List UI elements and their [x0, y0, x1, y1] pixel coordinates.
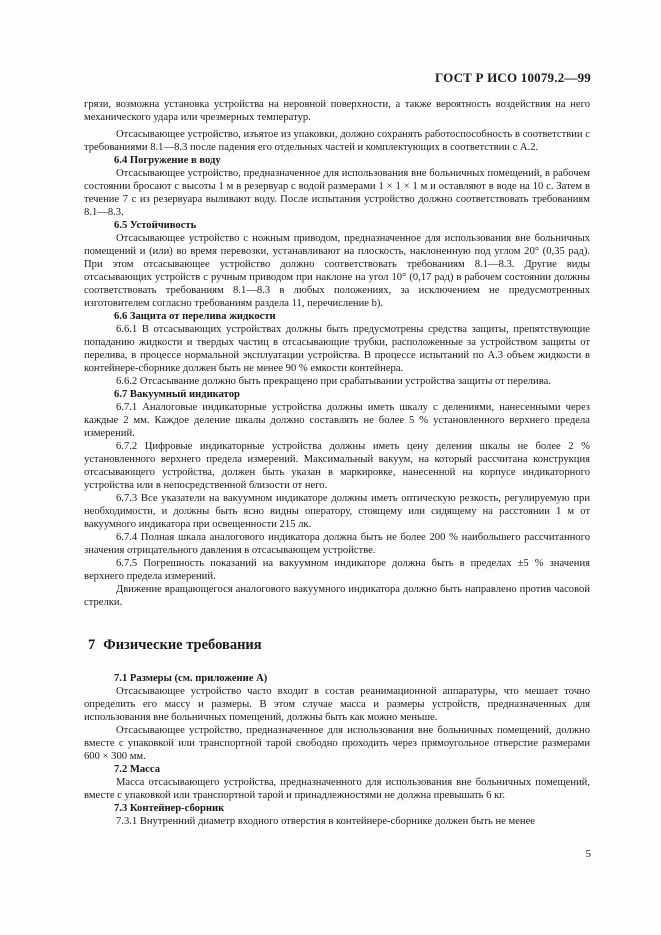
subsection-heading-7-2: 7.2 Масса [114, 764, 161, 775]
paragraph: 6.7.1 Аналоговые индикаторные устройства должны иметь шкалу с делениями, нанесенными через каждые 2 мм. Каждое деление шкалы должно составлять не более 5 % установленного верхнего предела измерений. [84, 402, 590, 439]
paragraph: 6.7.5 Погрешность показаний на вакуумном индикаторе должна быть в пределах ±5 % значения верхнего предела измерений. [84, 558, 590, 582]
paragraph: Отсасывающее устройство, предназначенное для использования вне больничных помещений, должно вместе с упаковкой или транспортной тарой свободно проходить через прямоугольное отверстие размерами 600 × 300 мм. [84, 725, 590, 762]
subsection-heading-7-3: 7.3 Контейнер-сборник [114, 803, 225, 814]
paragraph: 6.7.4 Полная шкала аналогового индикатора должна быть не более 200 % наибольшего рассчитанного значения отрицательного давления в отсасывающем устройстве. [84, 532, 590, 556]
subsection-heading-6-4: 6.4 Погружение в воду [114, 155, 221, 166]
paragraph: Отсасывающее устройство с ножным приводом, предназначенное для использования вне больничных помещений и (или) во время перевозки, устанавливают на плоскость, наклоненную под углом 20° (0,35 рад). При этом отсасывающее устройство должно соответствовать требованиям 8.1—8.3. Другие виды отсасывающих устройств с ручным приводом при наклоне на угол 10° (0,17 рад) в рабочем состоянии должны соответствовать требованиям 8.1—8.3 в любых положениях, за исключением не предусмотренных изготовителем согласно требованиям раздела 11, перечисление b). [84, 233, 590, 309]
subsection-heading-6-7: 6.7 Вакуумный индикатор [114, 389, 240, 400]
subsection-heading-6-5: 6.5 Устойчивость [114, 220, 197, 231]
subsection-heading-6-6: 6.6 Защита от перелива жидкости [114, 311, 276, 322]
page-number: 5 [585, 848, 591, 860]
section-number: 7 [88, 637, 96, 653]
standard-number-header: ГОСТ Р ИСО 10079.2—99 [434, 70, 591, 85]
subsection-heading-7-1: 7.1 Размеры (см. приложение А) [114, 673, 268, 684]
document-body [84, 98, 590, 828]
paragraph: грязи, возможна установка устройства на неровной поверхности, а также вероятность воздействия на него механического удара или чрезмерных температур. [84, 99, 590, 123]
paragraph: Движение вращающегося аналогового вакуумного индикатора должно быть направлено против часовой стрелки. [84, 584, 590, 608]
paragraph: 6.7.2 Цифровые индикаторные устройства должны иметь цену деления шкалы не более 2 % установленного верхнего предела измерений. Максимальный вакуум, на который рассчитана конструкция отсасывающего устройства, должен быть указан в маркировке, нанесенной на корпусе индикаторного устройства или в непосредственной близости от него. [84, 441, 590, 491]
paragraph: Отсасывающее устройство, изъятое из упаковки, должно сохранять работоспособность в соответствии с требованиями 8.1—8.3 после падения его отдельных частей и комплектующих в соответствии с А.2. [84, 129, 590, 153]
section-title: Физические требования [103, 637, 262, 653]
paragraph: 6.6.2 Отсасывание должно быть прекращено при срабатывании устройства защиты от перелива. [116, 376, 551, 387]
paragraph: 6.7.3 Все указатели на вакуумном индикаторе должны иметь оптическую резкость, регулируемую при необходимости, и должны быть ясно видны оператору, стоящему или сидящему на расстоянии 1 м от вакуумного индикатора при освещенности 215 лк. [84, 493, 590, 530]
paragraph: Отсасывающее устройство часто входит в состав реанимационной аппаратуры, что мешает точно определить его массу и размеры. В этом случае масса и размеры устройств, предназначенных для использования вне больничных помещений, должны быть как можно меньше. [84, 686, 590, 723]
paragraph: Масса отсасывающего устройства, предназначенного для использования вне больничных помещений, вместе с упаковкой или транспортной тарой и принадлежностями не должна превышать 6 кг. [84, 777, 590, 801]
paragraph: Отсасывающее устройство, предназначенное для использования вне больничных помещений, в рабочем состоянии бросают с высоты 1 м в резервуар с водой размерами 1 × 1 × 1 м и оставляют в воде на 10 с. Затем в течение 7 с из резервуара выливают воду. После испытания устройство должно соответствовать требованиям 8.1—8.3. [84, 168, 590, 218]
section-heading-7 [84, 639, 590, 652]
paragraph: 6.6.1 В отсасывающих устройствах должны быть предусмотрены средства защиты, препятствующие попаданию жидкости и твердых частиц в отсасывающие трубки, расположенные за устройством защиты от перелива, в процессе нормальной эксплуатации устройства. В процессе испытаний по А.3 объем жидкости в контейнере-сборнике должен быть не менее 90 % емкости контейнера. [84, 324, 590, 374]
paragraph: 7.3.1 Внутренний диаметр входного отверстия в контейнере-сборнике должен быть не менее [116, 816, 536, 827]
